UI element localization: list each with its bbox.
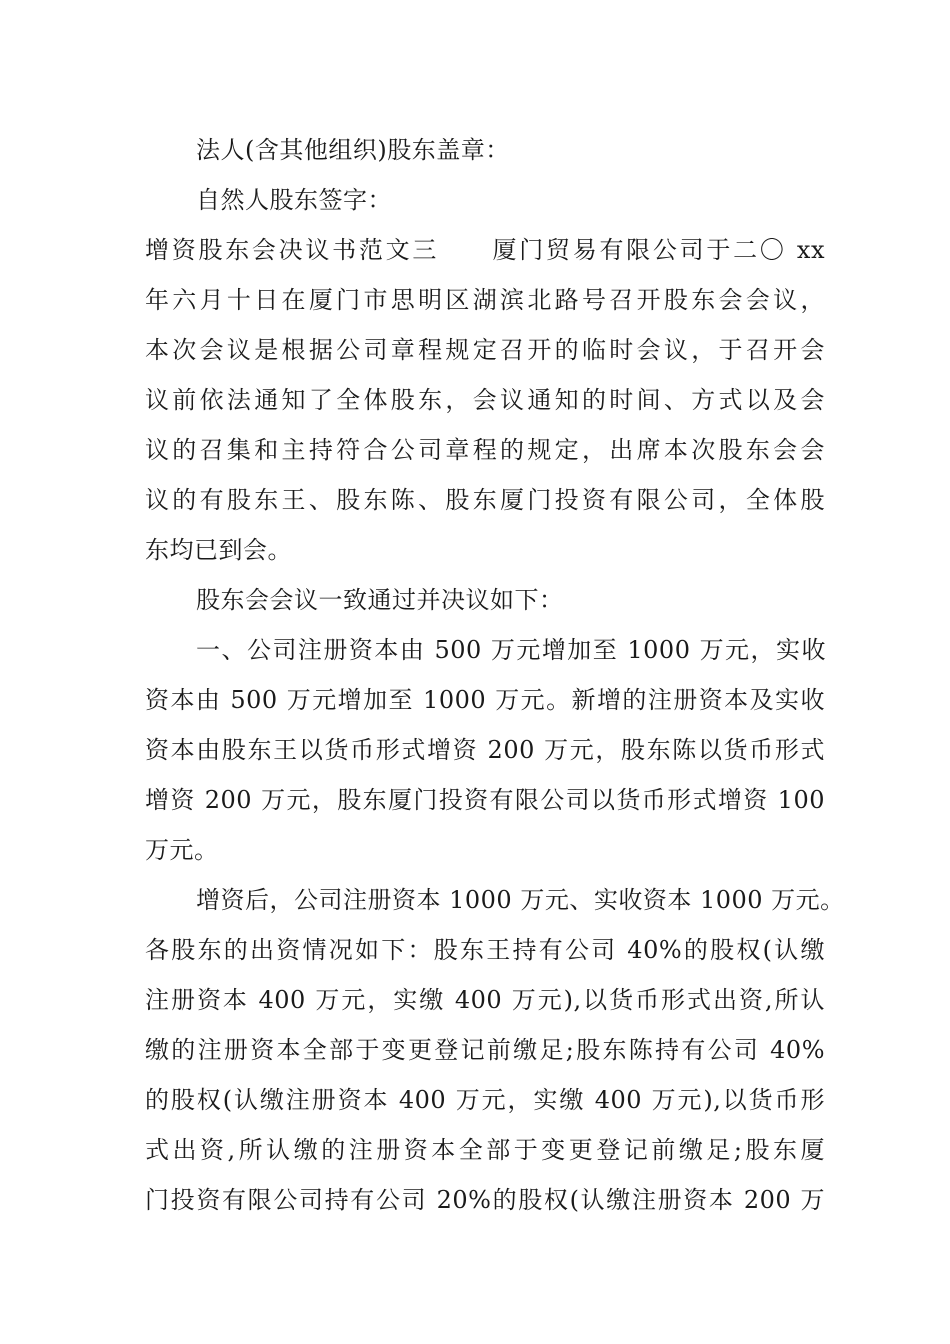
resolution-item-line: 一、公司注册资本由 500 万元增加至 1000 万元，实收 xyxy=(196,636,826,664)
resolution-intro-line: 股东会会议一致通过并决议如下： xyxy=(196,586,564,614)
paragraph-line: 各股东的出资情况如下：股东王持有公司 40%的股权(认缴 xyxy=(145,936,825,964)
paragraph-line: 议的召集和主持符合公司章程的规定，出席本次股东会会 xyxy=(145,436,825,464)
paragraph-line: 缴的注册资本全部于变更登记前缴足;股东陈持有公司 40% xyxy=(145,1036,825,1064)
paragraph-line: 议的有股东王、股东陈、股东厦门投资有限公司，全体股 xyxy=(145,486,825,514)
paragraph-line: 东均已到会。 xyxy=(145,536,292,564)
paragraph-line: 议前依法通知了全体股东，会议通知的时间、方式以及会 xyxy=(145,386,825,414)
paragraph-line: 年六月十日在厦门市思明区湖滨北路号召开股东会会议， xyxy=(145,286,825,314)
paragraph-line: 资本由股东王以货币形式增资 200 万元，股东陈以货币形式 xyxy=(145,736,825,764)
paragraph-line: 的股权(认缴注册资本 400 万元，实缴 400 万元),以货币形 xyxy=(145,1086,825,1114)
paragraph-line: 万元。 xyxy=(145,836,219,864)
paragraph-line: 增资后，公司注册资本 1000 万元、实收资本 1000 万元。 xyxy=(196,886,845,914)
signature-legal-person-line: 法人(含其他组织)股东盖章： xyxy=(196,136,510,164)
paragraph-line: 注册资本 400 万元，实缴 400 万元),以货币形式出资,所认 xyxy=(145,986,825,1014)
paragraph-line: 资本由 500 万元增加至 1000 万元。新增的注册资本及实收 xyxy=(145,686,825,714)
paragraph-line: 增资 200 万元，股东厦门投资有限公司以货币形式增资 100 xyxy=(145,786,825,814)
paragraph-line: 式出资,所认缴的注册资本全部于变更登记前缴足;股东厦 xyxy=(145,1136,825,1164)
section-heading-line: 增资股东会决议书范文三 厦门贸易有限公司于二〇 xx xyxy=(145,236,825,264)
signature-natural-person-line: 自然人股东签字： xyxy=(196,186,392,214)
paragraph-line: 本次会议是根据公司章程规定召开的临时会议，于召开会 xyxy=(145,336,825,364)
paragraph-line: 门投资有限公司持有公司 20%的股权(认缴注册资本 200 万 xyxy=(145,1186,825,1214)
